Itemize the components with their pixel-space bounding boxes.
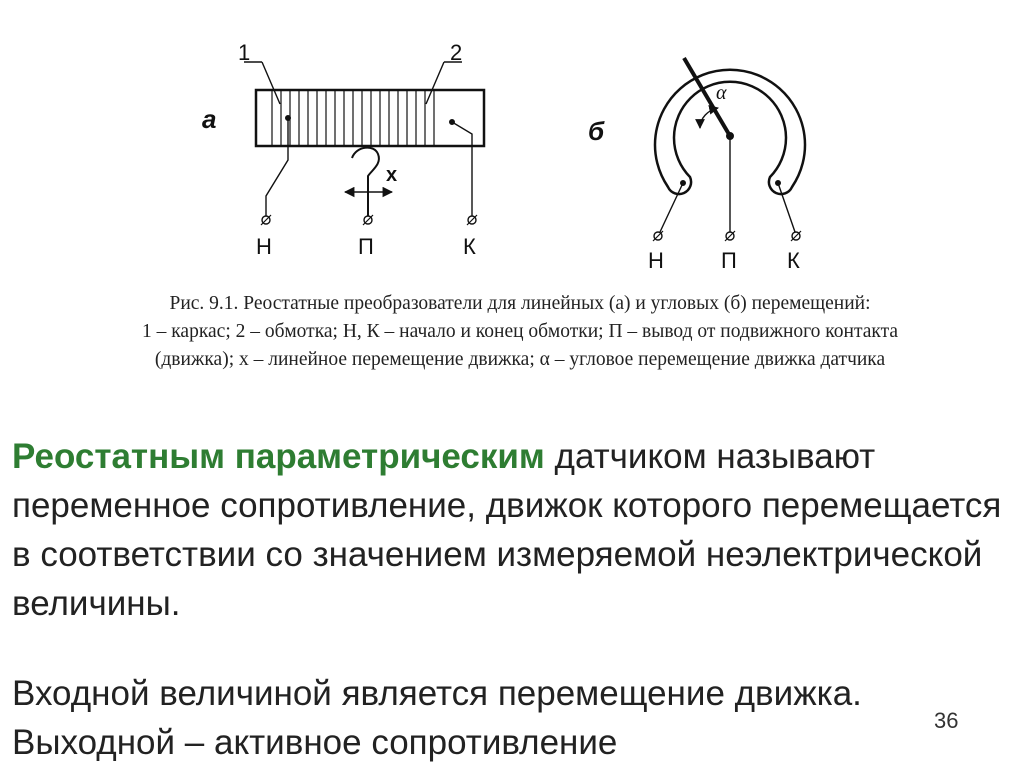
wire-k [452,122,472,216]
angle-symbol: α [716,82,727,104]
terminal-n-label: Н [256,234,272,259]
wire-k-b [778,183,795,232]
figure-caption [70,290,970,374]
terminal-k-label-b: К [787,248,800,273]
terminal-p-label-b: П [721,248,737,273]
terminal-k-label: К [463,234,476,259]
caption-line-1: Рис. 9.1. Реостатные преобразователи для линейных (а) и угловых (б) перемещений: [169,293,871,314]
definition-text: датчиком называют переменное сопротивление, движок которого перемещается в соответствии со значением измеряемой неэлектрической величины. [12,437,1002,623]
callout-1-label: 1 [238,40,251,65]
callout-2-label: 2 [450,40,463,65]
panel-b-label: б [588,116,605,146]
slider-hook [352,148,379,216]
terminal-n-label-b: Н [648,248,664,273]
panel-a-label: а [202,104,217,134]
definition-paragraph [12,432,1012,628]
caption-line-2: 1 – каркас; 2 – обмотка; Н, К – начало и конец обмотки; П – вывод от подвижного контакта [142,321,898,342]
angular-transducer [653,58,805,241]
callout-1-leader-diag [262,62,280,104]
page-number: 36 [934,708,959,733]
caption-line-3: (движка); x – линейное перемещение движка; α – угловое перемещение движка датчика [154,349,886,370]
wire-n [266,118,288,216]
input-statement: Входной величиной является перемещение движка. [12,674,862,713]
definition-highlight: Реостатным параметрическим [12,437,545,476]
callout-2-leader-diag [426,62,444,104]
linear-transducer [244,62,484,225]
displacement-symbol: x [386,164,398,186]
winding-lines [272,90,434,146]
output-statement: Выходной – активное сопротивление [12,723,618,762]
input-output-block [12,669,1012,767]
terminal-p-label: П [358,234,374,259]
